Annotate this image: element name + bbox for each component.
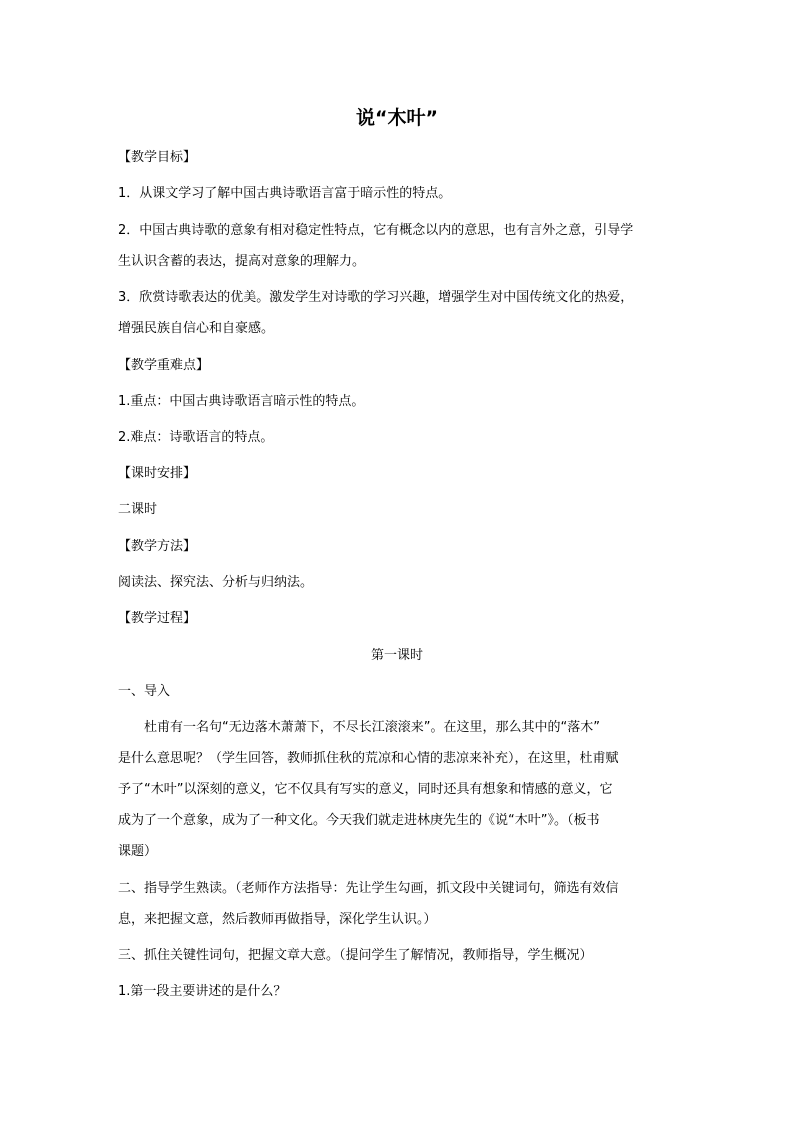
- schedule-text: 二课时: [118, 502, 158, 517]
- section-intro-heading: 一、导入: [118, 684, 171, 699]
- intro-paragraph-line-2: 是什么意思呢？（学生回答，教师抓住秋的荒凉和心情的悲凉来补充），在这里，杜甫赋: [118, 751, 619, 766]
- goal-item-3-line-2: 增强民族自信心和自豪感。: [118, 321, 275, 336]
- key-point-2: 2.难点：诗歌语言的特点。: [118, 430, 274, 445]
- goal-item-2-line-1: 2．中国古典诗歌的意象有相对稳定性特点，它有概念以内的意思，也有言外之意，引导学: [118, 223, 634, 238]
- goal-item-3-line-1: 3．欣赏诗歌表达的优美。激发学生对诗歌的学习兴趣，增强学生对中国传统文化的热爱，: [118, 290, 634, 305]
- heading-teaching-goals: 【教学目标】: [118, 150, 197, 165]
- document-title: 说“木叶”: [356, 107, 438, 129]
- goal-item-1: 1．从课文学习了解中国古典诗歌语言富于暗示性的特点。: [118, 186, 452, 201]
- section-reading-line-1: 二、指导学生熟读。（老师作方法指导：先让学生勾画，抓文段中关键词句，筛选有效信: [118, 881, 619, 896]
- methods-text: 阅读法、探究法、分析与归纳法。: [118, 575, 314, 590]
- question-1: 1.第一段主要讲述的是什么？: [118, 984, 287, 999]
- intro-paragraph-line-5: 课题）: [118, 844, 158, 859]
- heading-methods: 【教学方法】: [118, 539, 197, 554]
- goal-item-2-line-2: 生认识含蓄的表达，提高对意象的理解力。: [118, 254, 366, 269]
- key-point-1: 1.重点：中国古典诗歌语言暗示性的特点。: [118, 394, 365, 409]
- heading-process: 【教学过程】: [118, 611, 197, 626]
- heading-schedule: 【课时安排】: [118, 466, 197, 481]
- heading-key-points: 【教学重难点】: [118, 358, 210, 373]
- section-key-phrases: 三、抓住关键性词句，把握文章大意。（提问学生了解情况，教师指导，学生概况）: [118, 948, 593, 963]
- intro-paragraph-line-4: 成为了一个意象，成为了一种文化。今天我们就走进林庚先生的《说“木叶”》。（板书: [118, 813, 600, 828]
- section-reading-line-2: 息，来把握文意，然后教师再做指导，深化学生认识。）: [118, 912, 437, 927]
- intro-paragraph-line-3: 予了“木叶”以深刻的意义，它不仅具有写实的意义，同时还具有想象和情感的意义，它: [118, 782, 613, 797]
- lesson-heading: 第一课时: [370, 648, 423, 663]
- intro-paragraph-line-1: 杜甫有一名句“无边落木萧萧下，不尽长江滚滚来”。在这里，那么其中的“落木”: [118, 720, 600, 735]
